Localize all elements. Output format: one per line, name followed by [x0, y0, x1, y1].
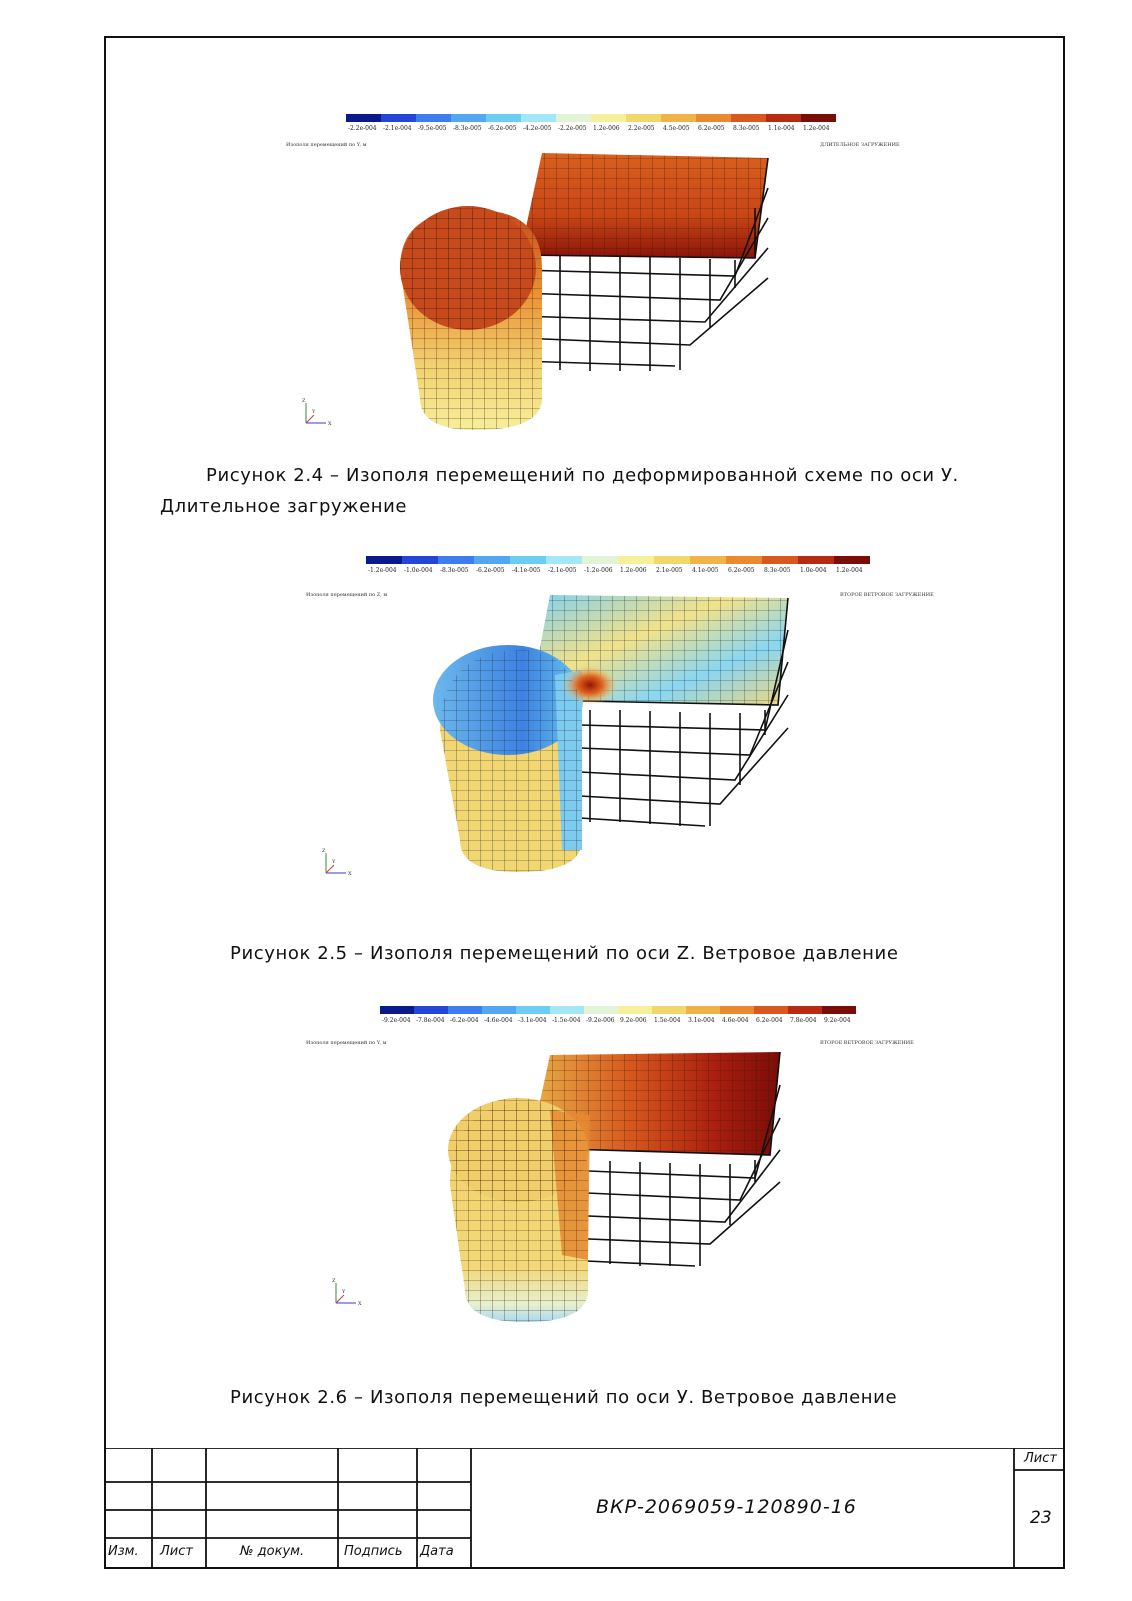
- sheet-number: 23: [1030, 1508, 1052, 1528]
- scale-label: -2.1e-005: [548, 567, 577, 574]
- scale-swatch: [550, 1006, 584, 1014]
- axis-triad: [322, 848, 352, 877]
- scale-label: 9.2e-004: [824, 1017, 851, 1024]
- scale-swatch: [654, 556, 690, 564]
- scale-swatch: [618, 1006, 652, 1014]
- scale-label: 1.2e-004: [803, 125, 830, 132]
- scale-swatch: [661, 114, 696, 122]
- scale-swatch: [402, 556, 438, 564]
- scale-swatch: [801, 114, 836, 122]
- scale-swatch: [591, 114, 626, 122]
- scale-label: 8.3e-005: [733, 125, 760, 132]
- scale-swatch: [556, 114, 591, 122]
- sheet-label: Лист: [1024, 1451, 1057, 1466]
- scale-swatch: [414, 1006, 448, 1014]
- scale-swatch: [448, 1006, 482, 1014]
- figure-2-6: [300, 1000, 940, 1340]
- figure-2-4-caption-line2: Длительное загружение: [160, 496, 408, 517]
- scale-swatch: [696, 114, 731, 122]
- svg-text:X: X: [348, 871, 352, 877]
- scale-label: 2.2e-005: [628, 125, 655, 132]
- scale-label: 3.1e-004: [688, 1017, 715, 1024]
- scale-swatch: [438, 556, 474, 564]
- figure-2-5-caption: Рисунок 2.5 – Изополя перемещений по оси Z. Ветровое давление: [230, 943, 899, 964]
- scale-swatch: [762, 556, 798, 564]
- col-izm: Изм.: [108, 1544, 139, 1559]
- scale-swatch: [516, 1006, 550, 1014]
- document-code: ВКР-2069059-120890-16: [596, 1496, 857, 1518]
- scale-label: 7.8e-004: [790, 1017, 817, 1024]
- scale-swatch: [686, 1006, 720, 1014]
- scale-label: -1.5e-004: [552, 1017, 581, 1024]
- load-case-label: ДЛИТЕЛЬНОЕ ЗАГРУЖЕНИЕ: [820, 142, 900, 148]
- scale-label: -1.0e-004: [404, 567, 433, 574]
- scale-label: -9.2e-006: [586, 1017, 615, 1024]
- scale-swatch: [626, 114, 661, 122]
- scale-label: 4.5e-005: [663, 125, 690, 132]
- scale-swatch: [381, 114, 416, 122]
- scale-swatch: [690, 556, 726, 564]
- scale-label: -8.3e-005: [440, 567, 469, 574]
- color-scale-bar: [380, 1006, 856, 1024]
- svg-text:Y: Y: [312, 409, 316, 415]
- scale-label: 1.1e-004: [768, 125, 795, 132]
- figure-2-4-caption-line1: Рисунок 2.4 – Изополя перемещений по деформированной схеме по оси У.: [206, 465, 959, 486]
- scale-swatch: [582, 556, 618, 564]
- scale-swatch: [346, 114, 381, 122]
- field-label: Изополя перемещений по Z, м: [306, 592, 388, 598]
- scale-label: 4.6e-004: [722, 1017, 749, 1024]
- scale-label: -4.6e-004: [484, 1017, 513, 1024]
- scale-label: -1.2e-006: [584, 567, 613, 574]
- scale-label: -7.8e-004: [416, 1017, 445, 1024]
- scale-swatch: [834, 556, 870, 564]
- scale-label: -2.2e-005: [558, 125, 587, 132]
- scale-label: -6.2e-004: [450, 1017, 479, 1024]
- scale-swatch: [731, 114, 766, 122]
- scale-label: -1.2e-004: [368, 567, 397, 574]
- scale-label: 1.5e-004: [654, 1017, 681, 1024]
- scale-label: -9.5e-005: [418, 125, 447, 132]
- scale-label: 1.2e-006: [620, 567, 647, 574]
- scale-swatch: [366, 556, 402, 564]
- scale-swatch: [474, 556, 510, 564]
- scale-label: 6.2e-005: [698, 125, 725, 132]
- svg-text:Y: Y: [332, 859, 336, 865]
- svg-text:Y: Y: [342, 1289, 346, 1295]
- figure-2-5: [300, 550, 940, 890]
- scale-label: 4.1e-005: [692, 567, 719, 574]
- scale-label: 8.3e-005: [764, 567, 791, 574]
- color-scale-bar: [366, 556, 870, 574]
- col-signature: Подпись: [344, 1544, 403, 1559]
- scale-swatch: [788, 1006, 822, 1014]
- svg-text:Z: Z: [332, 1278, 336, 1284]
- scale-swatch: [652, 1006, 686, 1014]
- figure-2-4: [280, 108, 900, 438]
- scale-swatch: [726, 556, 762, 564]
- scale-label: -4.1e-005: [512, 567, 541, 574]
- scale-label: 9.2e-006: [620, 1017, 647, 1024]
- scale-swatch: [451, 114, 486, 122]
- load-case-label: ВТОРОЕ ВЕТРОВОЕ ЗАГРУЖЕНИЕ: [840, 592, 934, 598]
- scale-label: -9.2e-004: [382, 1017, 411, 1024]
- scale-swatch: [482, 1006, 516, 1014]
- scale-label: -2.2e-004: [348, 125, 377, 132]
- col-doc-no: № докум.: [240, 1544, 305, 1559]
- color-scale-bar: [346, 114, 836, 132]
- field-label: Изополя перемещений по Y, м: [306, 1040, 387, 1046]
- figure-2-6-caption: Рисунок 2.6 – Изополя перемещений по оси У. Ветровое давление: [230, 1387, 898, 1408]
- scale-swatch: [510, 556, 546, 564]
- scale-swatch: [720, 1006, 754, 1014]
- svg-text:Z: Z: [302, 398, 306, 404]
- scale-label: -6.2e-005: [488, 125, 517, 132]
- axis-triad: [332, 1278, 362, 1307]
- scale-swatch: [798, 556, 834, 564]
- scale-label: 6.2e-005: [728, 567, 755, 574]
- scale-swatch: [416, 114, 451, 122]
- col-date: Дата: [420, 1544, 454, 1559]
- scale-label: 2.1e-005: [656, 567, 683, 574]
- scale-swatch: [766, 114, 801, 122]
- scale-label: -4.2e-005: [523, 125, 552, 132]
- scale-label: 1.2e-004: [836, 567, 863, 574]
- scale-swatch: [584, 1006, 618, 1014]
- scale-swatch: [618, 556, 654, 564]
- scale-swatch: [754, 1006, 788, 1014]
- scale-label: 6.2e-004: [756, 1017, 783, 1024]
- svg-text:Z: Z: [322, 848, 326, 854]
- scale-label: 1.2e-006: [593, 125, 620, 132]
- scale-swatch: [546, 556, 582, 564]
- scale-label: -8.3e-005: [453, 125, 482, 132]
- scale-label: -3.1e-004: [518, 1017, 547, 1024]
- svg-text:X: X: [358, 1301, 362, 1307]
- svg-text:X: X: [328, 421, 332, 427]
- col-list: Лист: [160, 1544, 193, 1559]
- load-case-label: ВТОРОЕ ВЕТРОВОЕ ЗАГРУЖЕНИЕ: [820, 1040, 914, 1046]
- scale-swatch: [822, 1006, 856, 1014]
- scale-label: 1.0e-004: [800, 567, 827, 574]
- title-block: [104, 1448, 1065, 1569]
- scale-swatch: [380, 1006, 414, 1014]
- axis-triad: [302, 398, 332, 427]
- scale-label: -6.2e-005: [476, 567, 505, 574]
- scale-swatch: [486, 114, 521, 122]
- scale-label: -2.1e-004: [383, 125, 412, 132]
- field-label: Изополя перемещений по Y, м: [286, 142, 367, 148]
- scale-swatch: [521, 114, 556, 122]
